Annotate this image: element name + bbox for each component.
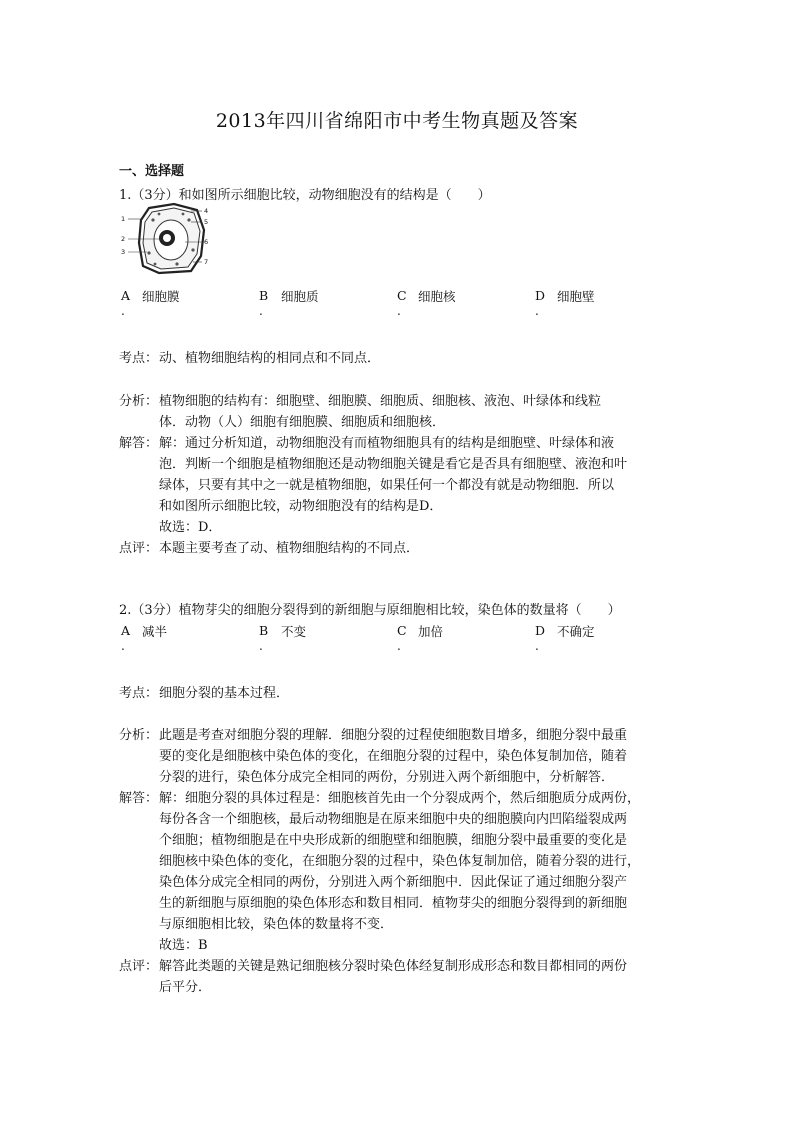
option-dot: .	[397, 639, 401, 653]
figure-label-5: 5	[204, 218, 209, 226]
jieda-line: 染色体分成完全相同的两份，分别进入两个新细胞中．因此保证了通过细胞分裂产	[159, 875, 628, 890]
jieda-line: 与原细胞相比较，染色体的数量将不变．	[159, 917, 394, 932]
option-dot: .	[397, 304, 401, 318]
figure-label-2: 2	[121, 235, 126, 243]
jieda-line: 解：细胞分裂的具体过程是：细胞核首先由一个分裂成两个，然后细胞质分成两份，	[159, 791, 641, 806]
jieda-line: 每份各含一个细胞核，最后动物细胞是在原来细胞中央的细胞膜向内凹陷缢裂成两	[159, 812, 628, 827]
jieda-line: 故选：D．	[159, 520, 222, 535]
jieda-label: 解答：	[119, 791, 159, 806]
option-letter: D	[535, 288, 546, 303]
option-dot: .	[121, 304, 125, 318]
kaodian-text: 动、植物细胞结构的相同点和不同点．	[159, 351, 381, 366]
option-letter: A	[121, 288, 131, 303]
fenxi-label: 分析：	[119, 394, 159, 409]
dianping-text: 本题主要考查了动、植物细胞结构的不同点．	[159, 541, 420, 556]
option-dot: .	[121, 639, 125, 653]
jieda-line: 生的新细胞与原细胞的染色体形态和数目相同．植物芽尖的细胞分裂得到的新细胞	[159, 896, 628, 911]
option-dot: .	[259, 304, 263, 318]
figure-label-3: 3	[121, 248, 126, 256]
option-dot: .	[535, 639, 539, 653]
plant-cell-figure	[119, 198, 214, 276]
jieda-line: 和如图所示细胞比较，动物细胞没有的结构是D．	[159, 499, 443, 514]
figure-label-6: 6	[204, 238, 209, 246]
option-letter: B	[259, 623, 269, 638]
section-heading: 一、选择题	[119, 164, 185, 179]
option-text: 细胞膜	[142, 289, 180, 304]
fenxi-label: 分析：	[119, 728, 159, 743]
option-text: 减半	[142, 624, 168, 639]
figure-label-7: 7	[204, 258, 209, 266]
jieda-line: 个细胞；植物细胞是在中央形成新的细胞壁和细胞膜，细胞分裂中最重要的变化是	[159, 833, 628, 848]
page-title: 2013年四川省绵阳市中考生物真题及答案	[215, 110, 579, 132]
option-text: 细胞壁	[557, 289, 595, 304]
fenxi-line: 体．动物（人）细胞有细胞膜、细胞质和细胞核．	[159, 415, 446, 430]
question-1-stem: 1.（3分）和如图所示细胞比较，动物细胞没有的结构是（ ）	[119, 188, 491, 203]
jieda-line: 解：通过分析知道，动物细胞没有而植物细胞具有的结构是细胞壁、叶绿体和液	[159, 436, 615, 451]
figure-label-4: 4	[204, 207, 209, 215]
jieda-line: 细胞核中染色体的变化，在细胞分裂的过程中，染色体复制加倍，随着分裂的进行，	[159, 854, 641, 869]
kaodian-label: 考点：	[119, 686, 159, 701]
option-letter: D	[535, 623, 546, 638]
dianping-line: 后平分．	[159, 980, 212, 995]
dianping-label: 点评：	[119, 959, 159, 974]
option-text: 不变	[281, 624, 307, 639]
question-2-stem: 2.（3分）植物芽尖的细胞分裂得到的新细胞与原细胞相比较，染色体的数量将（ ）	[119, 603, 621, 618]
jieda-label: 解答：	[119, 436, 159, 451]
fenxi-line: 此题是考查对细胞分裂的理解．细胞分裂的过程使细胞数目增多，细胞分裂中最重	[159, 728, 628, 743]
jieda-line: 泡．判断一个细胞是植物细胞还是动物细胞关键是看它是否具有细胞壁、液泡和叶	[159, 457, 628, 472]
kaodian-label: 考点：	[119, 351, 159, 366]
option-letter: A	[121, 623, 131, 638]
fenxi-line: 分裂的进行，染色体分成完全相同的两份，分别进入两个新细胞中，分析解答．	[159, 770, 615, 785]
figure-label-1: 1	[121, 215, 126, 223]
dianping-label: 点评：	[119, 541, 159, 556]
option-letter: B	[259, 288, 269, 303]
option-letter: C	[397, 288, 407, 303]
option-dot: .	[535, 304, 539, 318]
option-text: 加倍	[418, 624, 444, 639]
kaodian-text: 细胞分裂的基本过程．	[159, 686, 290, 701]
option-dot: .	[259, 639, 263, 653]
option-text: 细胞质	[281, 289, 319, 304]
jieda-line: 绿体，只要有其中之一就是植物细胞，如果任何一个都没有就是动物细胞．所以	[159, 478, 615, 493]
jieda-line: 故选：B	[159, 938, 208, 953]
option-text: 不确定	[557, 624, 595, 639]
option-text: 细胞核	[418, 289, 456, 304]
dianping-line: 解答此类题的关键是熟记细胞核分裂时染色体经复制形成形态和数目都相同的两份	[159, 959, 628, 974]
option-letter: C	[397, 623, 407, 638]
fenxi-line: 植物细胞的结构有：细胞壁、细胞膜、细胞质、细胞核、液泡、叶绿体和线粒	[159, 394, 602, 409]
fenxi-line: 要的变化是细胞核中染色体的变化，在细胞分裂的过程中，染色体复制加倍，随着	[159, 749, 628, 764]
